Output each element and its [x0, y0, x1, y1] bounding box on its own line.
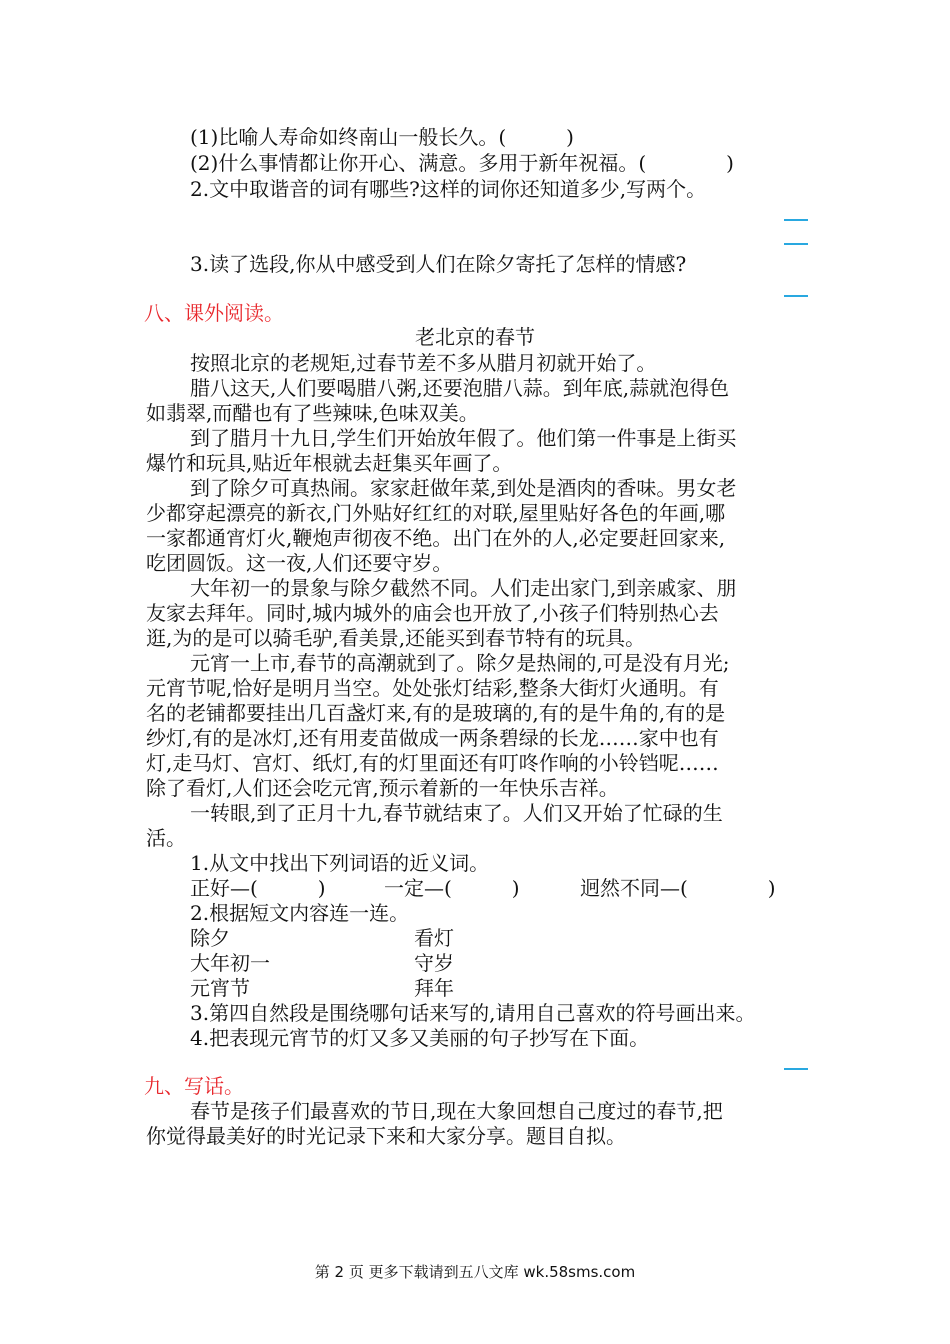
- passage-line: 一家都通宵灯火,鞭炮声彻夜不绝。出门在外的人,必定要赶回家来,: [146, 526, 726, 550]
- passage-line: 元宵一上市,春节的高潮就到了。除夕是热闹的,可是没有月光;: [190, 651, 730, 675]
- section-heading-reading: 八、课外阅读。: [144, 301, 284, 325]
- match-right-item[interactable]: 拜年: [414, 976, 454, 1000]
- answer-line[interactable]: [784, 295, 808, 297]
- question-3: 3.读了选段,你从中感受到人们在除夕寄托了怎样的情感?: [190, 252, 687, 276]
- passage-line: 纱灯,有的是冰灯,还有用麦苗做成一两条碧绿的长龙……家中也有: [146, 726, 719, 750]
- match-left-item[interactable]: 大年初一: [190, 951, 270, 975]
- passage-line: 到了腊月十九日,学生们开始放年假了。他们第一件事是上街买: [190, 426, 737, 450]
- answer-line[interactable]: [784, 1068, 808, 1070]
- passage-line: 如翡翠,而醋也有了些辣味,色味双美。: [146, 401, 479, 425]
- reading-question-4: 4.把表现元宵节的灯又多又美丽的句子抄写在下面。: [190, 1026, 650, 1050]
- passage-line: 吃团圆饭。这一夜,人们还要守岁。: [146, 551, 453, 575]
- passage-line: 灯,走马灯、宫灯、纸灯,有的灯里面还有叮咚作响的小铃铛呢……: [146, 751, 719, 775]
- answer-line[interactable]: [784, 243, 808, 245]
- passage-title: 老北京的春节: [415, 325, 535, 349]
- match-left-item[interactable]: 除夕: [190, 926, 230, 950]
- passage-line: 逛,为的是可以骑毛驴,看美景,还能买到春节特有的玩具。: [146, 626, 646, 650]
- passage-line: 友家去拜年。同时,城内城外的庙会也开放了,小孩子们特别热心去: [146, 601, 719, 625]
- writing-prompt-line: 你觉得最美好的时光记录下来和大家分享。题目自拟。: [146, 1124, 626, 1148]
- answer-line[interactable]: [784, 219, 808, 221]
- question-1a: (1)比喻人寿命如终南山一般长久。( ): [190, 125, 574, 149]
- passage-line: 大年初一的景象与除夕截然不同。人们走出家门,到亲戚家、朋: [190, 576, 737, 600]
- passage-line: 活。: [146, 826, 186, 850]
- passage-line: 名的老铺都要挂出几百盏灯来,有的是玻璃的,有的是牛角的,有的是: [146, 701, 726, 725]
- reading-question-3: 3.第四自然段是围绕哪句话来写的,请用自己喜欢的符号画出来。: [190, 1001, 756, 1025]
- passage-line: 少都穿起漂亮的新衣,门外贴好红红的对联,屋里贴好各色的年画,哪: [146, 501, 726, 525]
- passage-line: 元宵节呢,恰好是明月当空。处处张灯结彩,整条大街灯火通明。有: [146, 676, 719, 700]
- match-right-item[interactable]: 看灯: [414, 926, 454, 950]
- passage-line: 按照北京的老规矩,过春节差不多从腊月初就开始了。: [190, 351, 657, 375]
- match-left-item[interactable]: 元宵节: [190, 976, 250, 1000]
- writing-prompt-line: 春节是孩子们最喜欢的节日,现在大象回想自己度过的春节,把: [190, 1099, 723, 1123]
- synonym-item[interactable]: 正好—( ): [190, 876, 326, 900]
- question-2: 2.文中取谐音的词有哪些?这样的词你还知道多少,写两个。: [190, 177, 707, 201]
- section-heading-writing: 九、写话。: [144, 1074, 244, 1098]
- passage-line: 到了除夕可真热闹。家家赶做年菜,到处是酒肉的香味。男女老: [190, 476, 737, 500]
- synonym-item[interactable]: 一定—( ): [384, 876, 520, 900]
- match-right-item[interactable]: 守岁: [414, 951, 454, 975]
- synonym-item[interactable]: 迥然不同—( ): [580, 876, 776, 900]
- reading-question-2: 2.根据短文内容连一连。: [190, 901, 410, 925]
- reading-question-1: 1.从文中找出下列词语的近义词。: [190, 851, 490, 875]
- passage-line: 一转眼,到了正月十九,春节就结束了。人们又开始了忙碌的生: [190, 801, 723, 825]
- question-1b: (2)什么事情都让你开心、满意。多用于新年祝福。( ): [190, 151, 734, 175]
- passage-line: 腊八这天,人们要喝腊八粥,还要泡腊八蒜。到年底,蒜就泡得色: [190, 376, 730, 400]
- passage-line: 爆竹和玩具,贴近年根就去赶集买年画了。: [146, 451, 513, 475]
- passage-line: 除了看灯,人们还会吃元宵,预示着新的一年快乐吉祥。: [146, 776, 619, 800]
- page-footer: 第 2 页 更多下载请到五八文库 wk.58sms.com: [314, 1263, 636, 1281]
